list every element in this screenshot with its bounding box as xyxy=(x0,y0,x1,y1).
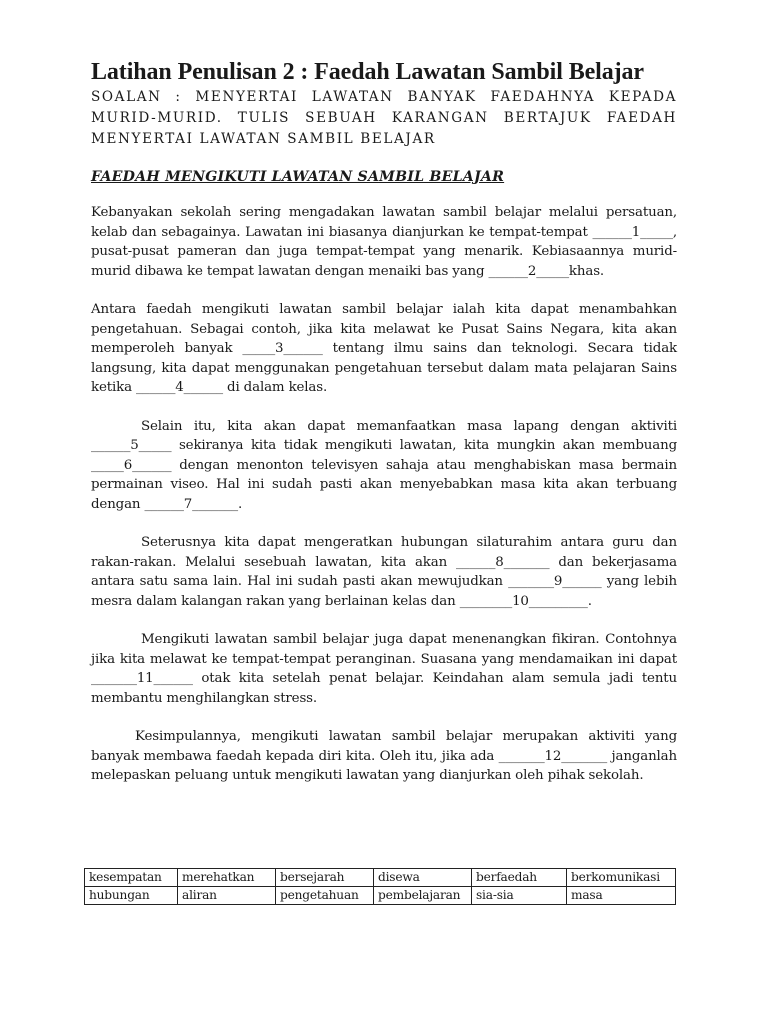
prompt-line: MURID-MURID. TULIS SEBUAH KARANGAN BERTAJUK FAEDAH xyxy=(91,110,677,126)
document-page xyxy=(91,58,677,786)
word-bank-cell: masa xyxy=(567,887,676,905)
essay-paragraph: Mengikuti lawatan sambil belajar juga dapat menenangkan fikiran. Contohnya jika kita melawat ke tempat-tempat peranginan. Suasana yang mendamaikan ini dapat _______11______ otak kita setelah penat belajar. Keindahan alam semula jadi tentu membantu menghilangkan stress. xyxy=(91,632,677,706)
essay-heading: FAEDAH MENGIKUTI LAWATAN SAMBIL BELAJAR xyxy=(91,169,505,185)
word-bank-cell: berkomunikasi xyxy=(567,869,676,887)
word-bank-cell: merehatkan xyxy=(178,869,276,887)
word-bank-row xyxy=(85,887,676,905)
word-bank-cell: hubungan xyxy=(85,887,178,905)
word-bank-cell: kesempatan xyxy=(85,869,178,887)
word-bank-cell: pembelajaran xyxy=(374,887,472,905)
word-bank-cell: aliran xyxy=(178,887,276,905)
prompt-line: MENYERTAI LAWATAN SAMBIL BELAJAR xyxy=(91,131,436,147)
word-bank-cell: bersejarah xyxy=(276,869,374,887)
prompt-line: SOALAN : MENYERTAI LAWATAN BANYAK FAEDAHNYA KEPADA xyxy=(91,89,677,105)
word-bank-cell: berfaedah xyxy=(472,869,567,887)
word-bank-cell: pengetahuan xyxy=(276,887,374,905)
word-bank-row xyxy=(85,869,676,887)
essay-paragraph: Selain itu, kita akan dapat memanfaatkan masa lapang dengan aktiviti ______5_____ sekiranya kita tidak mengikuti lawatan, kita mungkin akan membuang _____6______ dengan menonton televisyen sahaja atau menghabiskan masa bermain permainan viseo. Hal ini sudah pasti akan menyebabkan masa kita akan terbuang dengan ______7_______. xyxy=(91,418,677,512)
word-bank-cell: sia-sia xyxy=(472,887,567,905)
question-prompt xyxy=(91,88,677,149)
word-bank-table xyxy=(84,868,676,905)
essay-paragraph: Kesimpulannya, mengikuti lawatan sambil belajar merupakan aktiviti yang banyak membawa faedah kepada diri kita. Oleh itu, jika ada _______12_______ janganlah melepaskan peluang untuk mengikuti lawatan yang dianjurkan oleh pihak sekolah. xyxy=(91,729,677,783)
essay-paragraph: Antara faedah mengikuti lawatan sambil belajar ialah kita dapat menambahkan pengetahuan. Sebagai contoh, jika kita melawat ke Pusat Sains Negara, kita akan memperoleh banyak _____3______ tentang ilmu sains dan teknologi. Secara tidak langsung, kita dapat menggunakan pengetahuan tersebut dalam mata pelajaran Sains ketika ______4______ di dalam kelas. xyxy=(91,302,677,395)
essay-paragraph: Kebanyakan sekolah sering mengadakan lawatan sambil belajar melalui persatuan, kelab dan sebagainya. Lawatan ini biasanya dianjurkan ke tempat-tempat ______1_____, pusat-pusat pameran dan juga tempat-tempat yang menarik. Kebiasaannya murid-murid dibawa ke tempat lawatan dengan menaiki bas yang ______2_____khas. xyxy=(91,205,677,279)
document-title: Latihan Penulisan 2 : Faedah Lawatan Sambil Belajar xyxy=(91,59,644,85)
word-bank-cell: disewa xyxy=(374,869,472,887)
essay-paragraph: Seterusnya kita dapat mengeratkan hubungan silaturahim antara guru dan rakan-rakan. Melalui sesebuah lawatan, kita akan ______8_______ dan bekerjasama antara satu sama lain. Hal ini sudah pasti akan mewujudkan _______9______ yang lebih mesra dalam kalangan rakan yang berlainan kelas dan ________10_________. xyxy=(91,535,677,609)
